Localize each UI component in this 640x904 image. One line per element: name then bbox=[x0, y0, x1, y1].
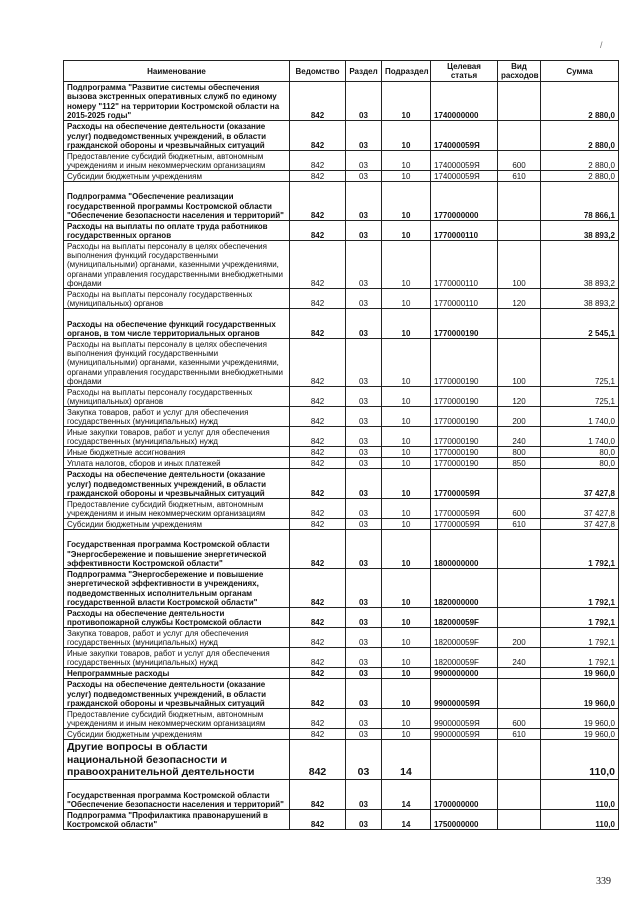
cell-razdel: 03 bbox=[346, 780, 382, 810]
cell-sum: 2 880,0 bbox=[541, 82, 619, 121]
table-row bbox=[64, 679, 619, 709]
table-row bbox=[64, 469, 619, 499]
cell-sum: 19 960,0 bbox=[541, 668, 619, 679]
cell-target: 1770000190 bbox=[431, 407, 498, 427]
cell-podrazdel: 10 bbox=[382, 221, 431, 241]
cell-razdel: 03 bbox=[346, 387, 382, 407]
cell-vedomstvo: 842 bbox=[290, 810, 346, 830]
cell-razdel: 03 bbox=[346, 82, 382, 121]
cell-target: 182000059F bbox=[431, 608, 498, 628]
cell-podrazdel: 10 bbox=[382, 447, 431, 458]
cell-target: 990000059Я bbox=[431, 709, 498, 729]
cell-vid: 800 bbox=[498, 447, 541, 458]
cell-sum: 725,1 bbox=[541, 339, 619, 387]
cell-sum: 1 740,0 bbox=[541, 427, 619, 447]
table-row bbox=[64, 407, 619, 427]
cell-target: 1770000110 bbox=[431, 221, 498, 241]
cell-vedomstvo: 842 bbox=[290, 499, 346, 519]
cell-name: Подпрограмма "Профилактика правонарушений в Костромской области" bbox=[64, 810, 290, 830]
cell-vid: 850 bbox=[498, 458, 541, 469]
cell-name: Субсидии бюджетным учреждениям bbox=[64, 519, 290, 530]
cell-target: 1770000110 bbox=[431, 289, 498, 309]
cell-target: 174000059Я bbox=[431, 171, 498, 182]
cell-sum: 19 960,0 bbox=[541, 729, 619, 740]
cell-sum: 1 792,1 bbox=[541, 628, 619, 648]
cell-podrazdel: 10 bbox=[382, 519, 431, 530]
cell-vid bbox=[498, 780, 541, 810]
cell-sum: 1 792,1 bbox=[541, 569, 619, 608]
cell-vedomstvo: 842 bbox=[290, 780, 346, 810]
cell-podrazdel: 10 bbox=[382, 82, 431, 121]
cell-vid bbox=[498, 530, 541, 569]
cell-podrazdel: 14 bbox=[382, 740, 431, 780]
cell-vedomstvo: 842 bbox=[290, 648, 346, 668]
cell-target: 1770000190 bbox=[431, 458, 498, 469]
table-row bbox=[64, 458, 619, 469]
cell-razdel: 03 bbox=[346, 182, 382, 221]
table-row bbox=[64, 569, 619, 608]
cell-vedomstvo: 842 bbox=[290, 309, 346, 339]
cell-sum: 80,0 bbox=[541, 458, 619, 469]
cell-sum: 110,0 bbox=[541, 740, 619, 780]
cell-target: 990000059Я bbox=[431, 729, 498, 740]
cell-vid bbox=[498, 679, 541, 709]
cell-vid bbox=[498, 309, 541, 339]
table-row bbox=[64, 427, 619, 447]
cell-name: Другие вопросы в области национальной безопасности и правоохранительной деятельности bbox=[64, 740, 290, 780]
cell-target: 174000059Я bbox=[431, 121, 498, 151]
cell-target: 174000059Я bbox=[431, 151, 498, 171]
cell-podrazdel: 10 bbox=[382, 171, 431, 182]
cell-vedomstvo: 842 bbox=[290, 407, 346, 427]
table-row bbox=[64, 309, 619, 339]
cell-name: Расходы на выплаты персоналу в целях обеспечения выполнения функций государственными (муниципальными) органами, казенными учреждениями, органами управления государственными внебюджетными фондами bbox=[64, 339, 290, 387]
cell-razdel: 03 bbox=[346, 679, 382, 709]
cell-target: 1770000110 bbox=[431, 241, 498, 289]
cell-vid bbox=[498, 608, 541, 628]
cell-name: Иные закупки товаров, работ и услуг для обеспечения государственных (муниципальных) нужд bbox=[64, 427, 290, 447]
cell-sum: 2 880,0 bbox=[541, 171, 619, 182]
cell-vid bbox=[498, 82, 541, 121]
cell-name: Закупка товаров, работ и услуг для обеспечения государственных (муниципальных) нужд bbox=[64, 628, 290, 648]
cell-podrazdel: 10 bbox=[382, 569, 431, 608]
header-vedomstvo: Ведомство bbox=[290, 61, 346, 82]
cell-target: 1800000000 bbox=[431, 530, 498, 569]
table-body bbox=[64, 82, 619, 830]
cell-vedomstvo: 842 bbox=[290, 427, 346, 447]
cell-vedomstvo: 842 bbox=[290, 182, 346, 221]
cell-sum: 37 427,8 bbox=[541, 519, 619, 530]
cell-vid bbox=[498, 810, 541, 830]
cell-razdel: 03 bbox=[346, 648, 382, 668]
cell-vid: 600 bbox=[498, 499, 541, 519]
cell-name: Расходы на обеспечение деятельности противопожарной службы Костромской области bbox=[64, 608, 290, 628]
cell-podrazdel: 10 bbox=[382, 407, 431, 427]
budget-table bbox=[63, 60, 619, 830]
header-vid: Вид расходов bbox=[498, 61, 541, 82]
cell-vedomstvo: 842 bbox=[290, 668, 346, 679]
cell-target: 1820000000 bbox=[431, 569, 498, 608]
cell-vedomstvo: 842 bbox=[290, 289, 346, 309]
cell-name: Государственная программа Костромской области "Энергосбережение и повышение энергетической эффективности Костромской области" bbox=[64, 530, 290, 569]
table-row bbox=[64, 740, 619, 780]
table-header-row bbox=[64, 61, 619, 82]
table-row bbox=[64, 171, 619, 182]
cell-vid: 610 bbox=[498, 729, 541, 740]
cell-razdel: 03 bbox=[346, 668, 382, 679]
cell-vedomstvo: 842 bbox=[290, 447, 346, 458]
cell-name: Расходы на обеспечение деятельности (оказание услуг) подведомственных учреждений, в области гражданской обороны и чрезвычайных ситуаций bbox=[64, 121, 290, 151]
cell-name: Непрограммные расходы bbox=[64, 668, 290, 679]
cell-podrazdel: 14 bbox=[382, 780, 431, 810]
cell-razdel: 03 bbox=[346, 407, 382, 427]
cell-podrazdel: 14 bbox=[382, 810, 431, 830]
cell-vid bbox=[498, 740, 541, 780]
cell-target: 177000059Я bbox=[431, 469, 498, 499]
cell-name: Расходы на обеспечение деятельности (оказание услуг) подведомственных учреждений, в области гражданской обороны и чрезвычайных ситуаций bbox=[64, 469, 290, 499]
cell-vedomstvo: 842 bbox=[290, 241, 346, 289]
cell-target: 182000059F bbox=[431, 628, 498, 648]
header-sum: Сумма bbox=[541, 61, 619, 82]
cell-vedomstvo: 842 bbox=[290, 729, 346, 740]
cell-sum: 19 960,0 bbox=[541, 709, 619, 729]
cell-vid: 200 bbox=[498, 407, 541, 427]
table-row bbox=[64, 221, 619, 241]
cell-razdel: 03 bbox=[346, 530, 382, 569]
cell-razdel: 03 bbox=[346, 608, 382, 628]
cell-name: Расходы на выплаты по оплате труда работников государственных органов bbox=[64, 221, 290, 241]
cell-sum: 19 960,0 bbox=[541, 679, 619, 709]
table-row bbox=[64, 668, 619, 679]
cell-sum: 725,1 bbox=[541, 387, 619, 407]
cell-podrazdel: 10 bbox=[382, 339, 431, 387]
cell-podrazdel: 10 bbox=[382, 709, 431, 729]
cell-razdel: 03 bbox=[346, 447, 382, 458]
cell-name: Расходы на выплаты персоналу в целях обеспечения выполнения функций государственными (муниципальными) органами, казенными учреждениями, органами управления государственными внебюджетными фондами bbox=[64, 241, 290, 289]
cell-vedomstvo: 842 bbox=[290, 709, 346, 729]
table-row bbox=[64, 151, 619, 171]
table-row bbox=[64, 182, 619, 221]
cell-sum: 38 893,2 bbox=[541, 241, 619, 289]
cell-sum: 37 427,8 bbox=[541, 469, 619, 499]
cell-vedomstvo: 842 bbox=[290, 679, 346, 709]
cell-name: Иные бюджетные ассигнования bbox=[64, 447, 290, 458]
cell-name: Закупка товаров, работ и услуг для обеспечения государственных (муниципальных) нужд bbox=[64, 407, 290, 427]
cell-razdel: 03 bbox=[346, 289, 382, 309]
table-row bbox=[64, 530, 619, 569]
cell-sum: 1 792,1 bbox=[541, 648, 619, 668]
cell-vid: 120 bbox=[498, 387, 541, 407]
cell-vid: 200 bbox=[498, 628, 541, 648]
cell-razdel: 03 bbox=[346, 740, 382, 780]
cell-sum: 1 740,0 bbox=[541, 407, 619, 427]
cell-sum: 78 866,1 bbox=[541, 182, 619, 221]
cell-vid: 100 bbox=[498, 339, 541, 387]
cell-name: Расходы на выплаты персоналу государственных (муниципальных) органов bbox=[64, 289, 290, 309]
cell-target: 177000059Я bbox=[431, 499, 498, 519]
cell-sum: 110,0 bbox=[541, 780, 619, 810]
cell-podrazdel: 10 bbox=[382, 628, 431, 648]
cell-sum: 38 893,2 bbox=[541, 289, 619, 309]
header-razdel: Раздел bbox=[346, 61, 382, 82]
cell-podrazdel: 10 bbox=[382, 469, 431, 499]
cell-vedomstvo: 842 bbox=[290, 569, 346, 608]
cell-target: 1770000190 bbox=[431, 339, 498, 387]
cell-razdel: 03 bbox=[346, 469, 382, 499]
table-row bbox=[64, 121, 619, 151]
cell-podrazdel: 10 bbox=[382, 608, 431, 628]
cell-podrazdel: 10 bbox=[382, 530, 431, 569]
cell-razdel: 03 bbox=[346, 427, 382, 447]
page-number: 339 bbox=[596, 876, 611, 887]
cell-name: Подпрограмма "Обеспечение реализации государственной программы Костромской области "Обеспечение безопасности населения и территорий" bbox=[64, 182, 290, 221]
cell-vid: 240 bbox=[498, 648, 541, 668]
cell-vid: 100 bbox=[498, 241, 541, 289]
table-row bbox=[64, 241, 619, 289]
cell-podrazdel: 10 bbox=[382, 729, 431, 740]
cell-sum: 38 893,2 bbox=[541, 221, 619, 241]
table-row bbox=[64, 289, 619, 309]
cell-podrazdel: 10 bbox=[382, 121, 431, 151]
table-row bbox=[64, 339, 619, 387]
cell-vid bbox=[498, 469, 541, 499]
cell-target: 1770000190 bbox=[431, 427, 498, 447]
table-row bbox=[64, 729, 619, 740]
cell-vid: 240 bbox=[498, 427, 541, 447]
cell-target: 182000059F bbox=[431, 648, 498, 668]
cell-razdel: 03 bbox=[346, 709, 382, 729]
cell-vedomstvo: 842 bbox=[290, 339, 346, 387]
cell-razdel: 03 bbox=[346, 309, 382, 339]
cell-target bbox=[431, 740, 498, 780]
cell-vid: 610 bbox=[498, 171, 541, 182]
table-row bbox=[64, 519, 619, 530]
table-row bbox=[64, 810, 619, 830]
cell-podrazdel: 10 bbox=[382, 668, 431, 679]
table-row bbox=[64, 628, 619, 648]
cell-razdel: 03 bbox=[346, 221, 382, 241]
cell-vedomstvo: 842 bbox=[290, 121, 346, 151]
cell-podrazdel: 10 bbox=[382, 499, 431, 519]
cell-target: 9900000000 bbox=[431, 668, 498, 679]
cell-podrazdel: 10 bbox=[382, 182, 431, 221]
cell-podrazdel: 10 bbox=[382, 241, 431, 289]
header-podrazdel: Подраздел bbox=[382, 61, 431, 82]
cell-name: Расходы на выплаты персоналу государственных (муниципальных) органов bbox=[64, 387, 290, 407]
cell-podrazdel: 10 bbox=[382, 309, 431, 339]
table-row bbox=[64, 82, 619, 121]
table-row bbox=[64, 709, 619, 729]
cell-podrazdel: 10 bbox=[382, 679, 431, 709]
cell-vedomstvo: 842 bbox=[290, 387, 346, 407]
cell-target: 1750000000 bbox=[431, 810, 498, 830]
cell-vid: 600 bbox=[498, 709, 541, 729]
cell-podrazdel: 10 bbox=[382, 648, 431, 668]
cell-razdel: 03 bbox=[346, 729, 382, 740]
header-target: Целевая статья bbox=[431, 61, 498, 82]
cell-vid bbox=[498, 182, 541, 221]
cell-name: Предоставление субсидий бюджетным, автономным учреждениям и иным некоммерческим организациям bbox=[64, 709, 290, 729]
cell-razdel: 03 bbox=[346, 151, 382, 171]
cell-target: 1700000000 bbox=[431, 780, 498, 810]
cell-name: Субсидии бюджетным учреждениям bbox=[64, 171, 290, 182]
cell-razdel: 03 bbox=[346, 569, 382, 608]
cell-vid: 610 bbox=[498, 519, 541, 530]
cell-vedomstvo: 842 bbox=[290, 151, 346, 171]
cell-razdel: 03 bbox=[346, 171, 382, 182]
cell-podrazdel: 10 bbox=[382, 427, 431, 447]
cell-target: 177000059Я bbox=[431, 519, 498, 530]
cell-target: 1770000190 bbox=[431, 309, 498, 339]
table-row bbox=[64, 608, 619, 628]
cell-vedomstvo: 842 bbox=[290, 608, 346, 628]
cell-vid: 120 bbox=[498, 289, 541, 309]
cell-vid bbox=[498, 221, 541, 241]
cell-vedomstvo: 842 bbox=[290, 530, 346, 569]
cell-podrazdel: 10 bbox=[382, 289, 431, 309]
cell-razdel: 03 bbox=[346, 519, 382, 530]
cell-name: Предоставление субсидий бюджетным, автономным учреждениям и иным некоммерческим организациям bbox=[64, 499, 290, 519]
cell-vedomstvo: 842 bbox=[290, 469, 346, 499]
cell-razdel: 03 bbox=[346, 339, 382, 387]
cell-razdel: 03 bbox=[346, 499, 382, 519]
cell-vid bbox=[498, 668, 541, 679]
cell-name: Подпрограмма "Развитие системы обеспечения вызова экстренных оперативных служб по единому номеру "112" на территории Костромской области на 2015-2025 годы" bbox=[64, 82, 290, 121]
cell-razdel: 03 bbox=[346, 121, 382, 151]
table-row bbox=[64, 648, 619, 668]
cell-name: Уплата налогов, сборов и иных платежей bbox=[64, 458, 290, 469]
cell-vid bbox=[498, 121, 541, 151]
cell-sum: 2 545,1 bbox=[541, 309, 619, 339]
cell-target: 990000059Я bbox=[431, 679, 498, 709]
cell-name: Субсидии бюджетным учреждениям bbox=[64, 729, 290, 740]
cell-podrazdel: 10 bbox=[382, 387, 431, 407]
cell-target: 1770000190 bbox=[431, 387, 498, 407]
cell-target: 1770000000 bbox=[431, 182, 498, 221]
cell-sum: 80,0 bbox=[541, 447, 619, 458]
cell-name: Государственная программа Костромской области "Обеспечение безопасности населения и территорий" bbox=[64, 780, 290, 810]
cell-name: Иные закупки товаров, работ и услуг для обеспечения государственных (муниципальных) нужд bbox=[64, 648, 290, 668]
cell-razdel: 03 bbox=[346, 241, 382, 289]
cell-sum: 1 792,1 bbox=[541, 530, 619, 569]
cell-sum: 110,0 bbox=[541, 810, 619, 830]
table-row bbox=[64, 780, 619, 810]
corner-mark: / bbox=[600, 40, 603, 50]
cell-vedomstvo: 842 bbox=[290, 221, 346, 241]
cell-razdel: 03 bbox=[346, 810, 382, 830]
cell-sum: 2 880,0 bbox=[541, 121, 619, 151]
cell-podrazdel: 10 bbox=[382, 151, 431, 171]
cell-target: 1740000000 bbox=[431, 82, 498, 121]
cell-sum: 37 427,8 bbox=[541, 499, 619, 519]
cell-name: Предоставление субсидий бюджетным, автономным учреждениям и иным некоммерческим организациям bbox=[64, 151, 290, 171]
cell-razdel: 03 bbox=[346, 458, 382, 469]
header-name: Наименование bbox=[64, 61, 290, 82]
cell-vedomstvo: 842 bbox=[290, 82, 346, 121]
cell-name: Расходы на обеспечение функций государственных органов, в том числе территориальных органов bbox=[64, 309, 290, 339]
cell-sum: 2 880,0 bbox=[541, 151, 619, 171]
cell-target: 1770000190 bbox=[431, 447, 498, 458]
cell-vid: 600 bbox=[498, 151, 541, 171]
cell-sum: 1 792,1 bbox=[541, 608, 619, 628]
table-row bbox=[64, 499, 619, 519]
cell-vedomstvo: 842 bbox=[290, 171, 346, 182]
table-row bbox=[64, 387, 619, 407]
cell-vid bbox=[498, 569, 541, 608]
cell-vedomstvo: 842 bbox=[290, 519, 346, 530]
cell-name: Подпрограмма "Энергосбережение и повышение энергетической эффективности в учреждениях, подведомственных исполнительным органам государственной власти Костромской области" bbox=[64, 569, 290, 608]
cell-name: Расходы на обеспечение деятельности (оказание услуг) подведомственных учреждений, в области гражданской обороны и чрезвычайных ситуаций bbox=[64, 679, 290, 709]
cell-vedomstvo: 842 bbox=[290, 458, 346, 469]
cell-vedomstvo: 842 bbox=[290, 740, 346, 780]
table-row bbox=[64, 447, 619, 458]
cell-vedomstvo: 842 bbox=[290, 628, 346, 648]
cell-razdel: 03 bbox=[346, 628, 382, 648]
cell-podrazdel: 10 bbox=[382, 458, 431, 469]
